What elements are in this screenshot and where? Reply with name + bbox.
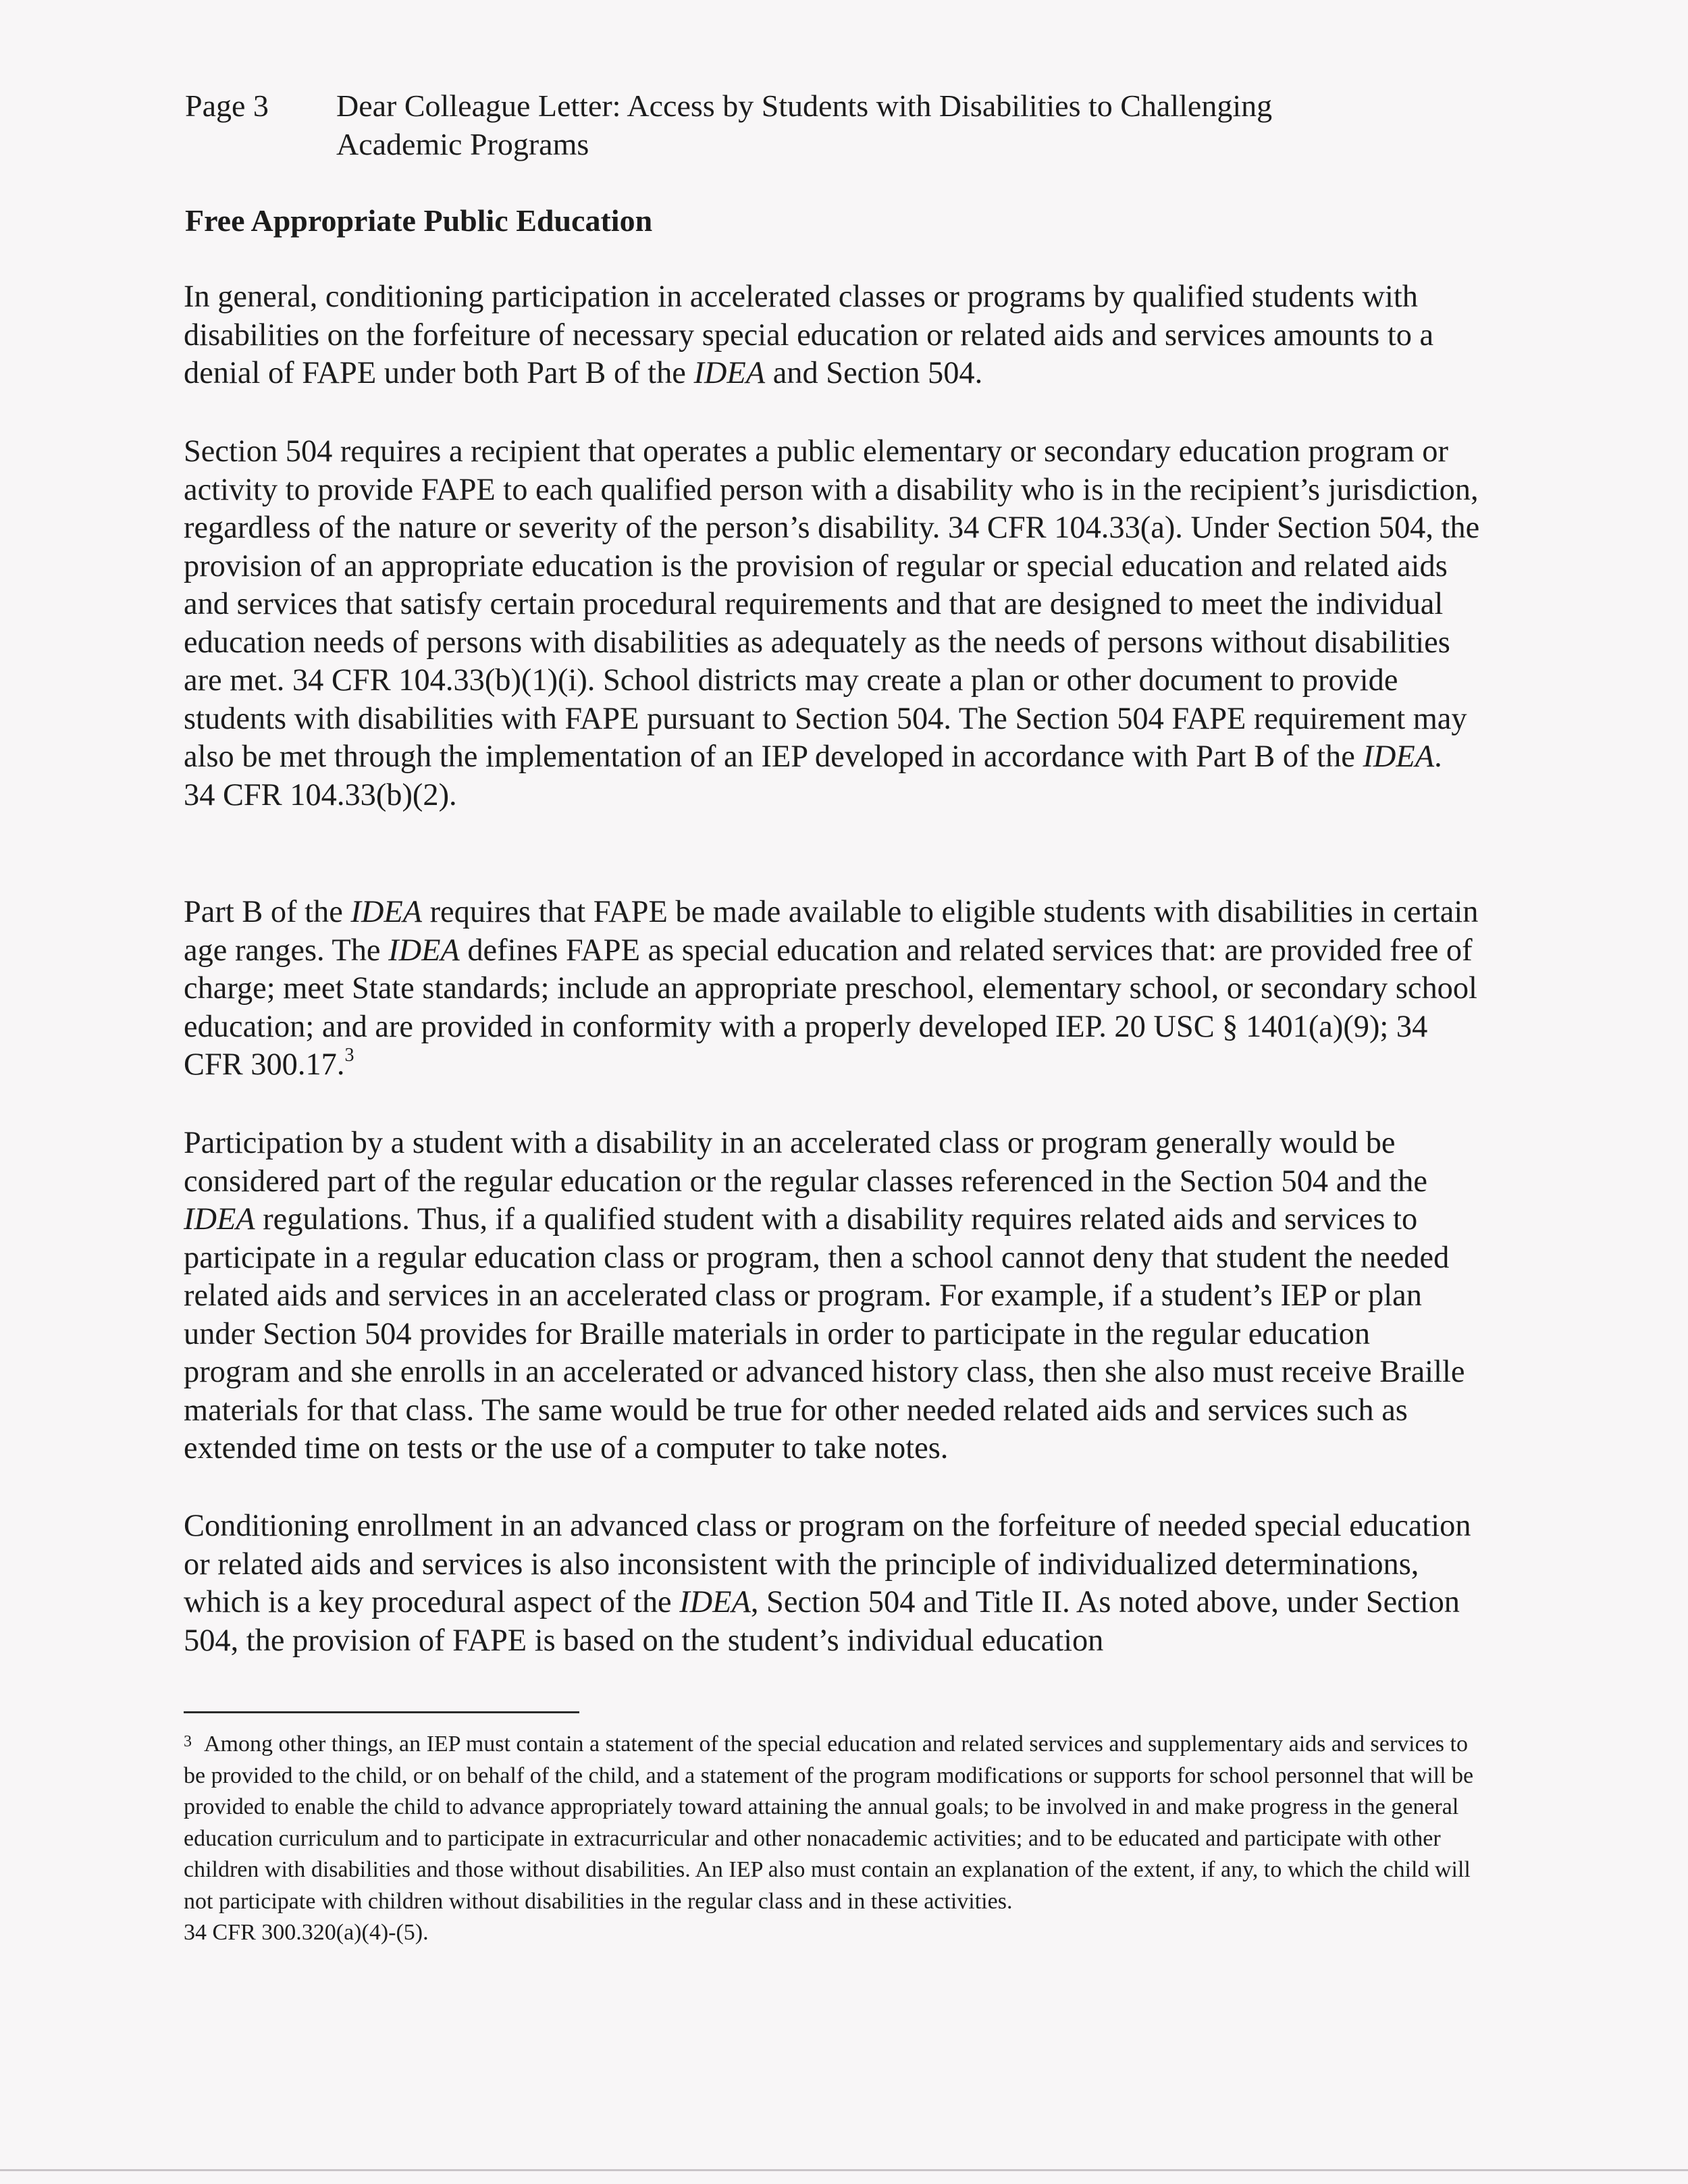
- italic-term: IDEA: [693, 356, 766, 390]
- italic-term: IDEA: [1363, 739, 1435, 774]
- paragraph-text: In general, conditioning participation in accelerated classes or programs by qualified students with disabilities on the forfeiture of necessary special education or related aids and services amounts to a denial of FAPE under both Part B of the: [184, 280, 1434, 390]
- paragraph-text: regulations. Thus, if a qualified student with a disability requires related aids and services to participate in a regular education class or program, then a school cannot deny that student the needed related aids and services in an accelerated class or program. For example, if a student’s IEP or plan under Section 504 provides for Braille materials in order to participate in the regular education program and she enrolls in an accelerated or advanced history class, then she also must receive Braille materials for that class. The same would be true for other needed related aids and services such as extended time on tests or the use of a computer to take notes.: [184, 1202, 1465, 1465]
- paragraph-text: , Section 504 and Title II. As noted above, under Section 504, the provision of FAPE is based on the student’s individual education: [184, 1585, 1460, 1658]
- paragraph-text: Conditioning enrollment in an advanced class or program on the forfeiture of needed special education or related aids and services is also inconsistent with the principle of individualized determinations, which is a key procedural aspect of the: [184, 1509, 1471, 1619]
- section-heading: Free Appropriate Public Education: [185, 203, 653, 238]
- paragraph-5: [184, 1507, 1483, 1660]
- paragraph-text: and Section 504.: [765, 356, 983, 390]
- paragraph-4: [184, 1124, 1483, 1468]
- paragraph-3: [184, 893, 1483, 1085]
- page-bottom-edge: [0, 2169, 1688, 2171]
- paragraph-2: [184, 433, 1483, 814]
- footnote-divider: [184, 1711, 579, 1713]
- paragraph-text: requires that FAPE be made available to eligible students with disabilities in certain age ranges. The: [184, 895, 1479, 968]
- paragraph-1: [184, 278, 1483, 393]
- paragraph-text: defines FAPE as special education and related services that: are provided free of charge; meet State standards; include an appropriate preschool, elementary school, or secondary school education; and are provided in conformity with a properly developed IEP. 20 USC § 1401(a)(9); 34 CFR 300.17.: [184, 933, 1477, 1082]
- footnote-text: Among other things, an IEP must contain a statement of the special education and related services and supplementary aids and services to be provided to the child, or on behalf of the child, and a statement of the program modifications or supports for school personnel that will be provided to enable the child to advance appropriately toward attaining the annual goals; to be involved in and make progress in the general education curriculum and to participate in extracurricular and other nonacademic activities; and to be educated and participate with other children with disabilities and those without disabilities. An IEP also must contain an explanation of the extent, if any, to which the child will not participate with children without disabilities in the regular class and in these activities.: [184, 1732, 1474, 1914]
- paragraph-text: Part B of the: [184, 895, 351, 929]
- letter-title-line-2: Academic Programs: [336, 127, 589, 161]
- italic-term: IDEA: [350, 895, 423, 929]
- footnote-mark: 3: [184, 1733, 192, 1750]
- citation-text: 34 CFR 104.33(b)(2).: [184, 777, 457, 812]
- page-number: Page 3: [185, 88, 269, 123]
- footnote: [184, 1729, 1490, 1949]
- italic-term: IDEA: [679, 1585, 751, 1619]
- letter-title-line-1: Dear Colleague Letter: Access by Students with Disabilities to Challenging: [336, 88, 1273, 123]
- italic-term: IDEA: [184, 1202, 255, 1237]
- footnote-reference[interactable]: 3: [344, 1044, 354, 1066]
- italic-term: IDEA: [388, 933, 460, 968]
- paragraph-text: .: [1434, 739, 1442, 774]
- paragraph-text: Section 504 requires a recipient that operates a public elementary or secondary education program or activity to provide FAPE to each qualified person with a disability who is in the recipient’s jurisdiction, regardless of the nature or severity of the person’s disability. 34 CFR 104.33(a). Under Section 504, the provision of an appropriate education is the provision of regular or special education and related aids and services that satisfy certain procedural requirements and that are designed to meet the individual education needs of persons with disabilities as adequately as the needs of persons without disabilities are met. 34 CFR 104.33(b)(1)(i). School districts may create a plan or other document to provide students with disabilities with FAPE pursuant to Section 504. The Section 504 FAPE requirement may also be met through the implementation of an IEP developed in accordance with Part B of the: [184, 434, 1480, 774]
- paragraph-text: Participation by a student with a disability in an accelerated class or program generally would be considered part of the regular education or the regular classes referenced in the Section 504 and the: [184, 1126, 1427, 1199]
- letter-title: [336, 86, 1484, 163]
- footnote-citation: 34 CFR 300.320(a)(4)-(5).: [184, 1920, 429, 1945]
